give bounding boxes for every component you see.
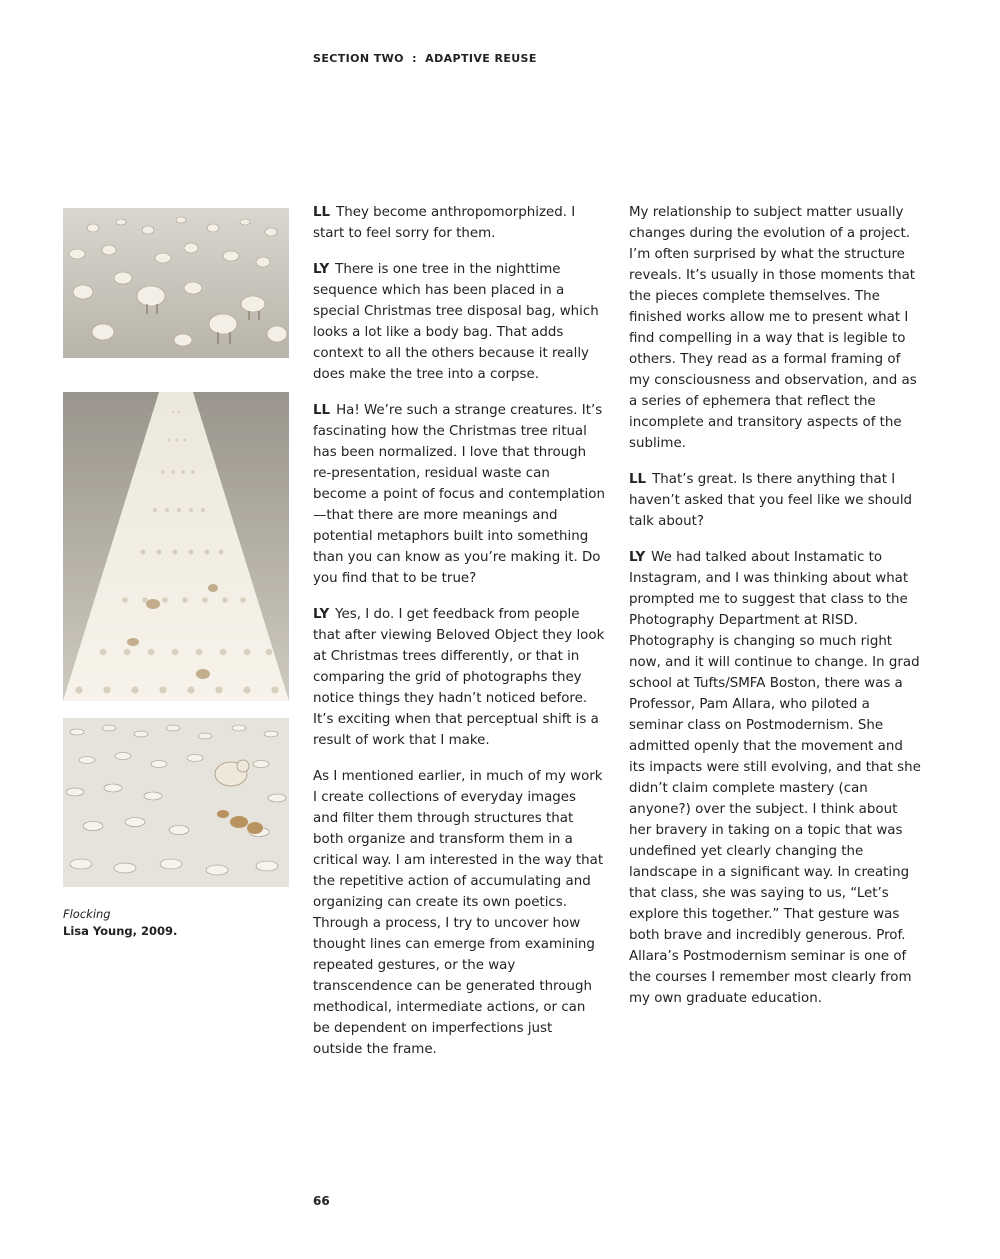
caption-title: Flocking (63, 907, 111, 921)
paragraph-text: That’s great. Is there anything that I haven’t asked that you feel like we should talk about? (629, 472, 913, 529)
paragraph (629, 202, 921, 454)
header-separator: : (412, 52, 417, 65)
paragraph (629, 547, 921, 1009)
paragraph (313, 400, 605, 589)
paragraph-text: There is one tree in the nighttime sequence which has been placed in a special Christmas tree disposal bag, which looks a lot like a body bag. That adds context to all the others because it really does make the tree into a corpse. (313, 262, 599, 382)
paragraph-text: My relationship to subject matter usually changes during the evolution of a project. I’m often surprised by what the structure reveals. It’s usually in those moments that the pieces complete themselves. The finished works allow me to present what I find compelling in a way that is legible to others. They read as a formal framing of my consciousness and observation, and as a series of ephemera that reflect the incomplete and transitory aspects of the sublime. (629, 205, 917, 451)
paragraph (313, 604, 605, 751)
speaker-label: LY (629, 550, 646, 565)
speaker-label: LY (313, 607, 330, 622)
text-column-1 (313, 202, 605, 1075)
figure-caption (63, 906, 177, 940)
paragraph (313, 202, 605, 244)
paragraph-text: Yes, I do. I get feedback from people that after viewing Beloved Object they look at Christmas trees differently, or that in comparing the grid of photographs they notice things they hadn’t noticed before. It’s exciting when that perceptual shift is a result of work that I make. (313, 607, 605, 748)
text-column-2 (629, 202, 921, 1024)
caption-credit: Lisa Young, 2009. (63, 924, 178, 938)
paragraph-text: Ha! We’re such a strange creatures. It’s fascinating how the Christmas tree ritual has been normalized. I love that through re-presentation, residual waste can become a point of focus and contemplation—that there are more meanings and potential metaphors built into something than you can know as you’re making it. Do you find that to be true? (313, 403, 605, 586)
paragraph-text: They become anthropomorphized. I start to feel sorry for them. (313, 205, 576, 241)
paragraph-text: As I mentioned earlier, in much of my work I create collections of everyday images and filter them through structures that both organize and transform them in a critical way. I am interested in the way that the repetitive action of accumulating and organizing can create its own poetics. Through a process, I try to uncover how thought lines can emerge from examining repeated gestures, or the way transcendence can be generated through methodical, intermediate actions, or can be dependent on imperfections just outside the frame. (313, 769, 604, 1057)
running-header (313, 52, 537, 65)
paragraph (313, 766, 605, 1060)
speaker-label: LL (313, 403, 331, 418)
page-number: 66 (313, 1194, 330, 1208)
artwork-photo-2 (63, 392, 289, 701)
speaker-label: LY (313, 262, 330, 277)
paragraph (629, 469, 921, 532)
paragraph-text: We had talked about Instamatic to Instagram, and I was thinking about what prompted me to suggest that class to the Photography Department at RISD. Photography is changing so much right now, and it will continue to change. In grad school at Tufts/SMFA Boston, there was a Professor, Pam Allara, who piloted a seminar class on Postmodernism. She admitted openly that the movement and its impacts were still evolving, and that she didn’t claim complete mastery (can anyone?) over the subject. I think about her bravery in taking on a topic that was undefined yet clearly changing the landscape in a significant way. In creating that class, she was saying to us, “Let’s explore this together.” That gesture was both brave and incredibly generous. Prof. Allara’s Postmodernism seminar is one of the courses I remember most clearly from my own graduate education. (629, 550, 921, 1006)
speaker-label: LL (313, 205, 331, 220)
artwork-photo-3 (63, 718, 289, 887)
artwork-photo-1 (63, 208, 289, 358)
paragraph (313, 259, 605, 385)
section-label: SECTION TWO (313, 52, 404, 65)
section-title: ADAPTIVE REUSE (425, 52, 537, 65)
speaker-label: LL (629, 472, 647, 487)
